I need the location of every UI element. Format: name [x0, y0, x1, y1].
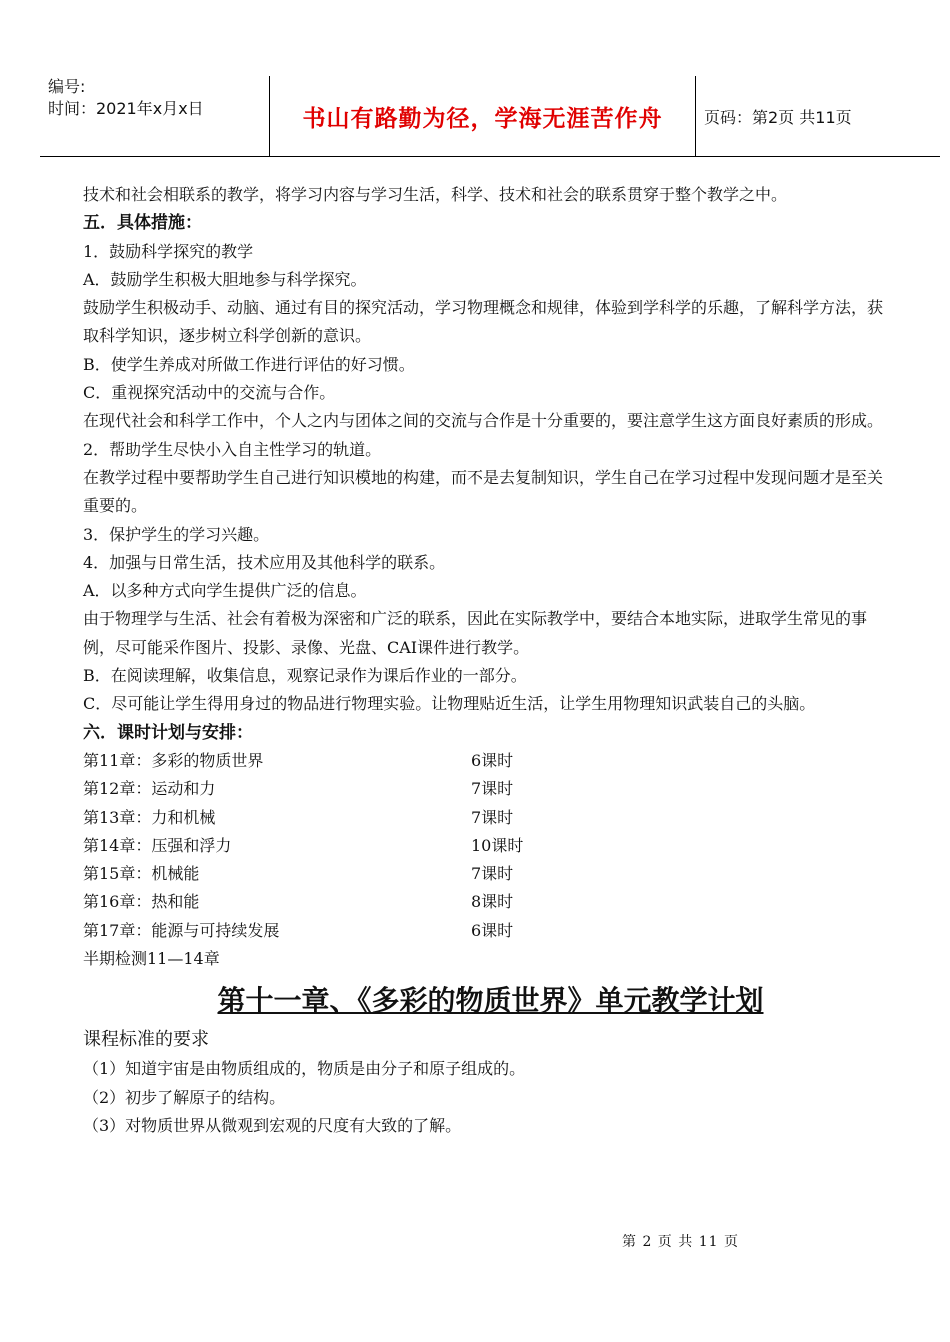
paragraph: 鼓励学生积极动手、动脑、通过有目的探究活动，学习物理概念和规律，体验到学科学的乐趣，了解科学方法，获取科学知识，逐步树立科学创新的意识。	[83, 298, 884, 346]
schedule-chapter: 第17章：能源与可持续发展	[83, 920, 280, 940]
standard-item: （1）知道宇宙是由物质组成的，物质是由分子和原子组成的。	[83, 1059, 526, 1079]
schedule-row	[83, 860, 898, 888]
header-divider	[695, 76, 696, 156]
header-meta	[48, 76, 276, 120]
schedule-row	[83, 832, 898, 860]
schedule-row	[83, 747, 898, 775]
paragraph: 3．保护学生的学习兴趣。	[83, 524, 270, 544]
schedule-hours: 7课时	[471, 779, 514, 799]
header-motto: 书山有路勤为径，学海无涯苦作舟	[302, 105, 663, 132]
standard-item: （2）初步了解原子的结构。	[83, 1087, 286, 1107]
schedule-row	[83, 804, 898, 832]
schedule-chapter: 第16章：热和能	[83, 892, 200, 912]
section-heading: 六．课时计划与安排：	[83, 722, 253, 743]
document-id-label: 编号:	[48, 77, 86, 96]
schedule-hours: 6课时	[471, 750, 514, 770]
document-body	[83, 181, 898, 1140]
header-page-label: 页码：第2页 共11页	[704, 107, 852, 127]
page-footer: 第 2 页 共 11 页	[622, 1234, 739, 1250]
schedule-hours: 7课时	[471, 864, 514, 884]
paragraph: 在现代社会和科学工作中，个人之内与团体之间的交流与合作是十分重要的，要注意学生这方面良好素质的形成。	[83, 411, 884, 431]
paragraph: B．在阅读理解，收集信息，观察记录作为课后作业的一部分。	[83, 666, 527, 686]
paragraph: B．使学生养成对所做工作进行评估的好习惯。	[83, 354, 415, 374]
schedule-chapter: 第12章：运动和力	[83, 779, 216, 799]
standards-list	[83, 1055, 898, 1140]
schedule-chapter: 第11章：多彩的物质世界	[83, 750, 264, 770]
schedule-hours: 6课时	[471, 920, 514, 940]
paragraph: 1．鼓励科学探究的教学	[83, 241, 254, 261]
schedule-hours: 8课时	[471, 892, 514, 912]
paragraph: 由于物理学与生活、社会有着极为深密和广泛的联系，因此在实际教学中，要结合本地实际，进取学生常见的事例，尽可能采作图片、投影、录像、光盘、CAI课件进行教学。	[83, 609, 868, 657]
midterm-note: 半期检测11—14章	[83, 949, 220, 969]
paragraph-list	[83, 181, 898, 747]
schedule-hours: 7课时	[471, 807, 514, 827]
schedule-chapter: 第13章：力和机械	[83, 807, 216, 827]
paragraph: 4．加强与日常生活，技术应用及其他科学的联系。	[83, 552, 446, 572]
paragraph: 技术和社会相联系的教学，将学习内容与学习生活，科学、技术和社会的联系贯穿于整个教学之中。	[83, 185, 788, 204]
paragraph: 在教学过程中要帮助学生自己进行知识模地的构建，而不是去复制知识，学生自己在学习过程中发现问题才是至关重要的。	[83, 467, 884, 516]
chapter-title: 第十一章、《多彩的物质世界》单元教学计划	[217, 984, 764, 1018]
page-header	[40, 76, 940, 157]
document-time-label: 时间：2021年x月x日	[48, 99, 204, 118]
schedule-chapter: 第14章：压强和浮力	[83, 835, 232, 855]
section-heading: 五．具体措施：	[83, 213, 202, 234]
paragraph: A．以多种方式向学生提供广泛的信息。	[83, 581, 367, 601]
schedule-list	[83, 747, 898, 945]
schedule-chapter: 第15章：机械能	[83, 864, 200, 884]
standard-item: （3）对物质世界从微观到宏观的尺度有大致的了解。	[83, 1115, 462, 1135]
paragraph: 2．帮助学生尽快小入自主性学习的轨道。	[83, 439, 382, 459]
schedule-row	[83, 888, 898, 916]
paragraph: C．重视探究活动中的交流与合作。	[83, 383, 336, 403]
schedule-hours: 10课时	[471, 835, 524, 855]
paragraph: C．尽可能让学生得用身过的物品进行物理实验。让物理贴近生活，让学生用物理知识武装自己的头脑。	[83, 694, 816, 714]
standards-heading: 课程标准的要求	[83, 1029, 209, 1051]
paragraph: A．鼓励学生积极大胆地参与科学探究。	[83, 269, 367, 289]
schedule-row	[83, 775, 898, 803]
schedule-row	[83, 917, 898, 945]
